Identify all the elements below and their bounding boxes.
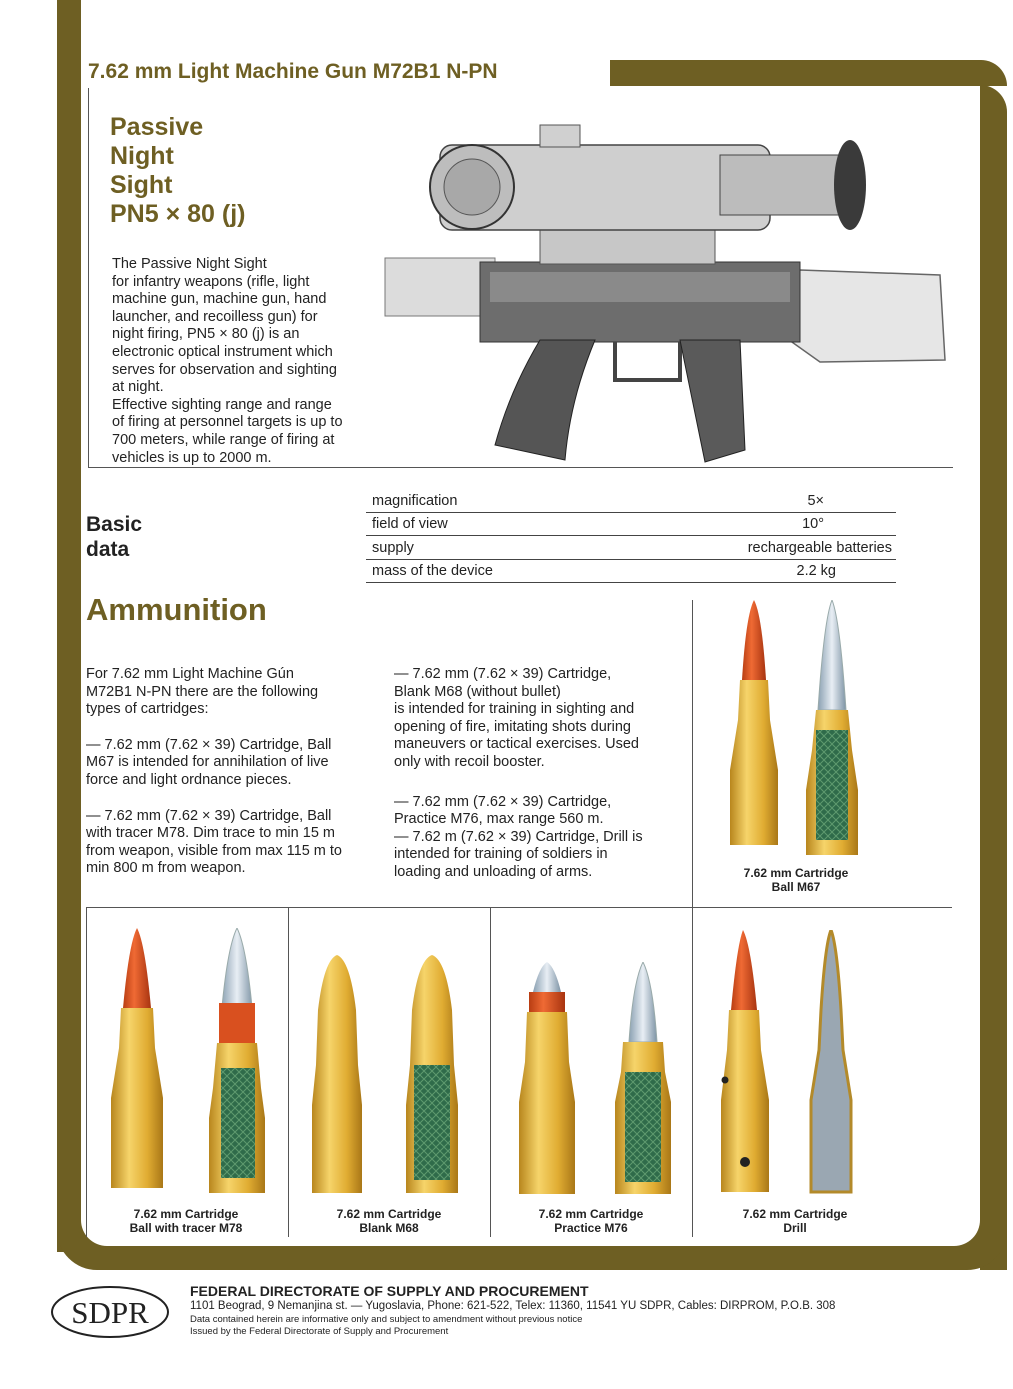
- cartridge-m68-illustration: [300, 955, 480, 1200]
- paragraph-intro: For 7.62 mm Light Machine Gún M72B1 N-PN there are the following types of cartridges:: [86, 666, 319, 718]
- caption-drill: 7.62 mm Cartridge Drill: [742, 1207, 848, 1235]
- night-sight-eyecup: [834, 140, 866, 230]
- powder-charge-icon: [816, 730, 848, 840]
- ammunition-title: Ammunition: [86, 592, 267, 627]
- footer-note: Data contained herein are informative only and subject to amendment without previous notice: [190, 1314, 583, 1325]
- spec-row-field-of-view: field of view 10°: [366, 513, 896, 536]
- rifle-pistol-grip: [680, 340, 745, 462]
- divider: [288, 907, 289, 1237]
- divider: [490, 907, 491, 1237]
- paragraph-m68: — 7.62 mm (7.62 × 39) Cartridge, Blank M68 (without bullet) is intended for training in sighting and opening of fire, imitating shots during maneuvers or tactical exercises. Used only with recoil booster.: [394, 666, 639, 770]
- paragraph-m67: — 7.62 mm (7.62 × 39) Cartridge, Ball M67 is intended for annihilation of live force and light ordnance pieces.: [86, 736, 332, 788]
- cartridge-m76-illustration: [505, 962, 685, 1200]
- rifle-magazine: [495, 340, 595, 460]
- spec-row-supply: supply rechargeable batteries: [366, 537, 896, 560]
- caption-m78: 7.62 mm Cartridge Ball with tracer M78: [129, 1207, 243, 1235]
- ammunition-text-column-2: [394, 666, 686, 900]
- footer-title: FEDERAL DIRECTORATE OF SUPPLY AND PROCUREMENT: [190, 1283, 589, 1299]
- bullet-cutaway-icon: [818, 600, 846, 710]
- divider: [86, 907, 952, 908]
- cartridge-m78-illustration: [95, 928, 285, 1200]
- sdpr-logo: [48, 1284, 173, 1340]
- spec-row-mass: mass of the device 2.2 kg: [366, 560, 896, 583]
- cartridge-drill-illustration: [705, 930, 885, 1200]
- case-full-icon: [730, 680, 778, 845]
- rifle-with-night-sight-illustration: [380, 100, 950, 468]
- night-sight-ocular: [720, 155, 840, 215]
- rifle-handguard: [385, 258, 495, 316]
- page-title: 7.62 mm Light Machine Gun M72B1 N-PN: [88, 60, 498, 83]
- footer-address: 1101 Beograd, 9 Nemanjina st. — Yugoslavia, Phone: 621-522, Telex: 11360, 11541 YU SDPR, Cables: DIRPROM, P.O.B. 308: [190, 1300, 836, 1312]
- svg-text:SDPR: SDPR: [71, 1295, 149, 1330]
- ammunition-text-column-1: [86, 666, 378, 896]
- spec-row-magnification: magnification 5×: [366, 490, 896, 513]
- cartridge-m67-illustration: [712, 600, 892, 862]
- basic-data-title: Basic data: [86, 513, 143, 561]
- footer-issued-by: Issued by the Federal Directorate of Supply and Procurement: [190, 1326, 449, 1337]
- bullet-full-icon: [742, 600, 766, 680]
- frame-top-bar: [610, 60, 1007, 86]
- sight-mount: [540, 230, 715, 264]
- paragraph-m76-drill: — 7.62 mm (7.62 × 39) Cartridge, Practice M76, max range 560 m. — 7.62 m (7.62 × 39) Cartridge, Drill is intended for training of soldiers in loading and unloading of arms.: [394, 793, 643, 880]
- night-sight-description: The Passive Night Sight for infantry weapons (rifle, light machine gun, machine gun, hand launcher, and recoilless gun) for night firing, PN5 × 80 (j) is an electronic optical instrument which serves for observation and sighting at night. Effective sighting range and range of firing at personnel targets is up to 700 meters, while range of firing at vehicles is up to 2000 m.: [112, 256, 343, 466]
- caption-m68: 7.62 mm Cartridge Blank M68: [336, 1207, 442, 1235]
- night-sight-title: Passive Night Sight PN5 × 80 (j): [110, 113, 246, 228]
- caption-m76: 7.62 mm Cartridge Practice M76: [538, 1207, 644, 1235]
- frame-right-bar: [980, 85, 1007, 1270]
- paragraph-m78: — 7.62 mm (7.62 × 39) Cartridge, Ball with tracer M78. Dim trace to min 15 m from weapon, visible from max 115 m to min 800 m from weapon.: [86, 807, 342, 877]
- divider: [692, 600, 693, 908]
- frame-left-bar: [57, 0, 81, 1252]
- divider: [86, 907, 87, 1237]
- caption-m67: 7.62 mm Cartridge Ball M67: [743, 866, 849, 894]
- divider: [692, 907, 693, 1237]
